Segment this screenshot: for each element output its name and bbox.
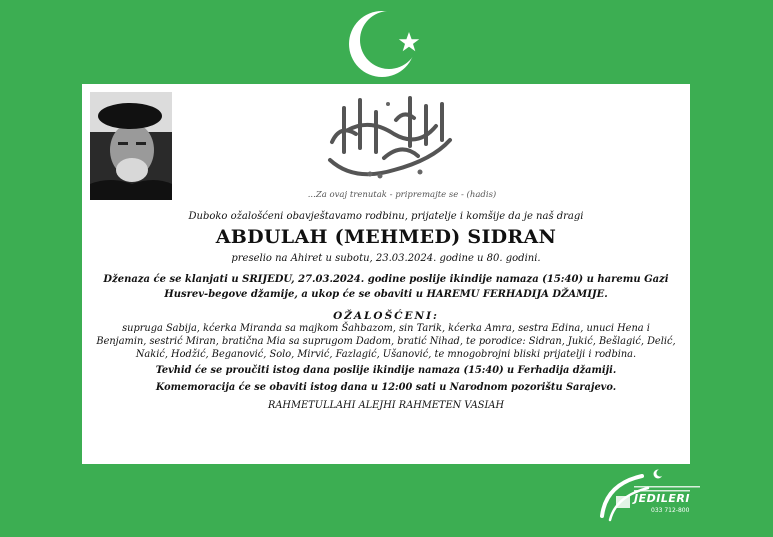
mourners-title: OŽALOŠĆENI:	[333, 309, 439, 322]
funeral-text: Dženaza će se klanjati u SRIJEDU, 27.03.2024. godine poslije ikindije namaza (15:40) u haremu Gazi Husrev-begove džamije, a ukop će se obaviti u HAREMU FERHADIJA DŽAMIJE.	[103, 273, 669, 301]
death-date-text: preselio na Ahiret u subotu, 23.03.2024. godine u 80. godini.	[231, 252, 541, 264]
logo-phone: 033 712-800	[651, 507, 690, 514]
logo-name: JEDILERI	[634, 492, 690, 505]
tevhid-text: Tevhid će se proučiti istog dana poslije ikindije namaza (15:40) u Ferhadija džamiji.	[155, 364, 617, 376]
obituary-card	[82, 84, 690, 464]
deceased-name: ABDULAH (MEHMED) SIDRAN	[215, 226, 557, 248]
closing-prayer: RAHMETULLAHI ALEJHI RAHMETEN VASIAH	[267, 400, 504, 411]
crescent-star-icon	[345, 10, 425, 78]
mourners-list: supruga Sabija, kćerka Miranda sa majkom Šahbazom, sin Tarik, kćerka Amra, sestra Edina, unuci Hena i Benjamin, sestrić Miran, bratična Mia sa suprugom Dadom, bratić Nihad, te porodice: Sidran, Jukić, Bešlagić, Delić, Nakić, Hodžić, Beganović, Solo, Mirvić, Fazlagić, Ušanović, te mnogobrojni bliski prijatelji i rodbina.	[96, 323, 676, 360]
intro-text: Duboko ožalošćeni obavještavamo rodbinu, prijatelje i komšije da je naš dragi	[188, 211, 584, 222]
commemoration-text: Komemoracija će se obaviti istog dana u 12:00 sati u Narodnom pozorištu Sarajevo.	[155, 382, 617, 394]
arabic-calligraphy-logo	[314, 90, 464, 186]
hadith-quote: ...Za ovaj trenutak - pripremajte se - (hadis)	[307, 190, 497, 200]
portrait-photo	[90, 92, 172, 200]
obituary-text	[96, 210, 676, 413]
